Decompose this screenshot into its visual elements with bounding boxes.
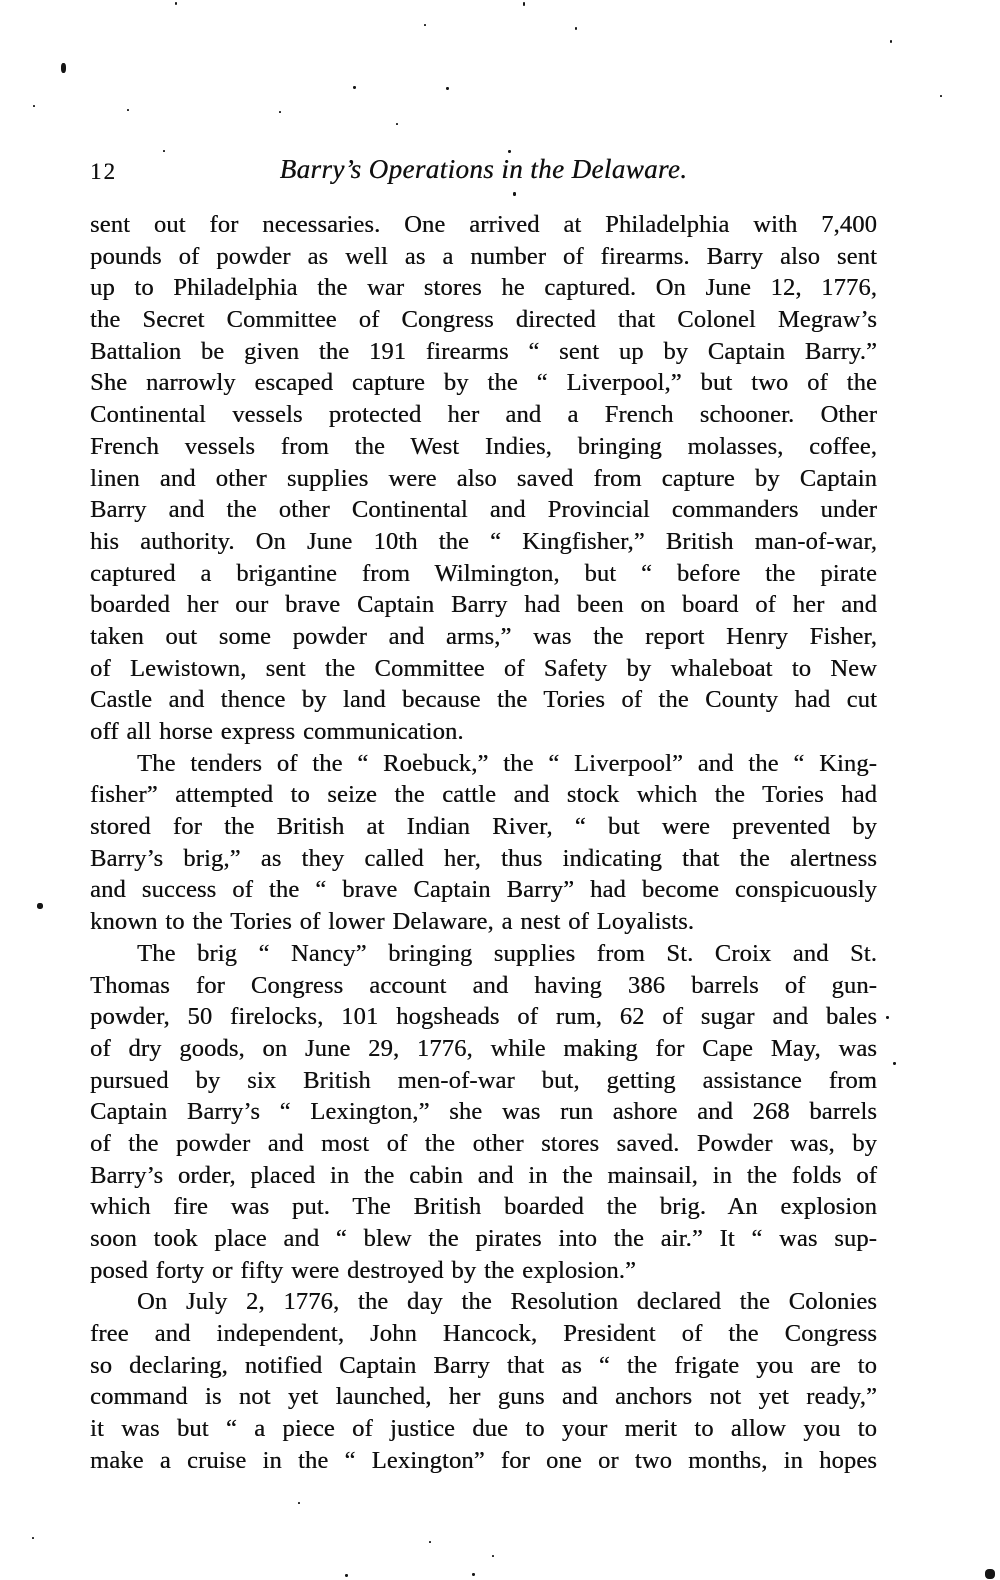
ink-speck: [32, 1537, 34, 1539]
text-line: powder, 50 firelocks, 101 hogsheads of rum, 62 of sugar and bales: [90, 1003, 877, 1031]
ink-speck: [893, 1062, 896, 1065]
ink-speck: [513, 192, 516, 196]
text-line: posed forty or fifty were destroyed by the explosion.”: [90, 1256, 637, 1284]
text-line: captured a brigantine from Wilmington, but “ before the pirate: [90, 559, 877, 587]
text-line: Captain Barry’s “ Lexington,” she was run ashore and 268 barrels: [90, 1098, 877, 1126]
ink-speck: [429, 1541, 431, 1543]
ink-speck: [353, 86, 356, 89]
paragraph: [90, 938, 877, 1287]
text-line: and success of the “ brave Captain Barry” had become conspicuously: [90, 876, 877, 904]
text-line: On July 2, 1776, the day the Resolution declared the Colonies: [137, 1288, 877, 1316]
text-line: She narrowly escaped capture by the “ Liverpool,” but two of the: [90, 369, 877, 397]
paragraph: [90, 209, 877, 748]
ink-speck: [175, 2, 177, 5]
text-line: known to the Tories of lower Delaware, a nest of Loyalists.: [90, 908, 695, 936]
ink-speck: [279, 111, 281, 113]
text-line: pounds of powder as well as a number of firearms. Barry also sent: [90, 242, 877, 270]
page-number: 12: [90, 159, 117, 184]
text-line: so declaring, notified Captain Barry that as “ the frigate you are to: [90, 1351, 877, 1379]
text-line: Thomas for Congress account and having 386 barrels of gun-: [90, 971, 877, 999]
text-line: sent out for necessaries. One arrived at Philadelphia with 7,400: [90, 211, 877, 238]
paragraph: [90, 1286, 877, 1476]
text-line: boarded her our brave Captain Barry had been on board of her and: [90, 591, 877, 619]
text-line: of dry goods, on June 29, 1776, while making for Cape May, was: [90, 1034, 877, 1062]
ink-speck: [33, 105, 35, 107]
text-line: command is not yet launched, her guns and anchors not yet ready,”: [90, 1383, 877, 1411]
ink-speck: [492, 1555, 494, 1557]
text-line: free and independent, John Hancock, President of the Congress: [90, 1320, 877, 1348]
ink-speck: [890, 40, 892, 43]
text-line: of Lewistown, sent the Committee of Safety by whaleboat to New: [90, 654, 877, 682]
text-line: of the powder and most of the other stores saved. Powder was, by: [90, 1129, 877, 1157]
ink-speck: [575, 27, 577, 30]
text-line: fisher” attempted to seize the cattle and stock which the Tories had: [90, 781, 877, 809]
text-line: Continental vessels protected her and a French schooner. Other: [90, 401, 877, 429]
ink-speck: [523, 2, 525, 6]
ink-speck: [446, 87, 449, 90]
running-title: Barry’s Operations in the Delaware.: [279, 154, 688, 184]
text-line: which fire was put. The British boarded the brig. An explosion: [90, 1193, 877, 1221]
ink-speck: [298, 1502, 300, 1504]
text-line: The brig “ Nancy” bringing supplies from St. Croix and St.: [137, 939, 877, 967]
text-line: his authority. On June 10th the “ Kingfisher,” British man-of-war,: [90, 527, 877, 555]
ink-speck: [472, 1573, 475, 1576]
text-line: linen and other supplies were also saved from capture by Captain: [90, 464, 877, 492]
text-line: the Secret Committee of Congress directed that Colonel Megraw’s: [90, 306, 877, 334]
ink-speck: [396, 123, 398, 125]
ink-speck: [508, 150, 511, 153]
body-text: [90, 209, 877, 1477]
ink-speck: [940, 95, 942, 97]
text-line: soon took place and “ blew the pirates into the air.” It “ was sup-: [90, 1225, 877, 1252]
text-line: French vessels from the West Indies, bringing molasses, coffee,: [90, 432, 877, 460]
paragraph: [90, 748, 877, 938]
ink-speck: [163, 150, 165, 152]
ink-speck: [127, 109, 129, 111]
ink-speck: [886, 1016, 889, 1019]
ink-speck: [61, 63, 66, 73]
text-line: Battalion be given the 191 firearms “ sent up by Captain Barry.”: [90, 337, 877, 365]
text-line: off all horse express communication.: [90, 718, 464, 745]
text-line: The tenders of the “ Roebuck,” the “ Liverpool” and the “ King-: [137, 749, 877, 777]
text-line: pursued by six British men-of-war but, getting assistance from: [90, 1066, 877, 1094]
page-header: [90, 152, 877, 192]
text-line: Castle and thence by land because the Tories of the County had cut: [90, 686, 877, 714]
text-line: taken out some powder and arms,” was the report Henry Fisher,: [90, 622, 877, 650]
text-line: make a cruise in the “ Lexington” for one or two months, in hopes: [90, 1446, 877, 1474]
ink-speck: [985, 1569, 995, 1579]
text-line: Barry’s brig,” as they called her, thus indicating that the alertness: [90, 844, 877, 872]
text-line: Barry and the other Continental and Provincial commanders under: [90, 496, 877, 524]
ink-speck: [424, 24, 426, 26]
text-line: up to Philadelphia the war stores he captured. On June 12, 1776,: [90, 274, 877, 302]
ink-speck: [345, 1574, 348, 1577]
ink-speck: [37, 903, 43, 909]
text-line: Barry’s order, placed in the cabin and in the mainsail, in the folds of: [90, 1161, 877, 1189]
text-line: stored for the British at Indian River, “ but were prevented by: [90, 813, 877, 841]
text-line: it was but “ a piece of justice due to your merit to allow you to: [90, 1415, 877, 1443]
